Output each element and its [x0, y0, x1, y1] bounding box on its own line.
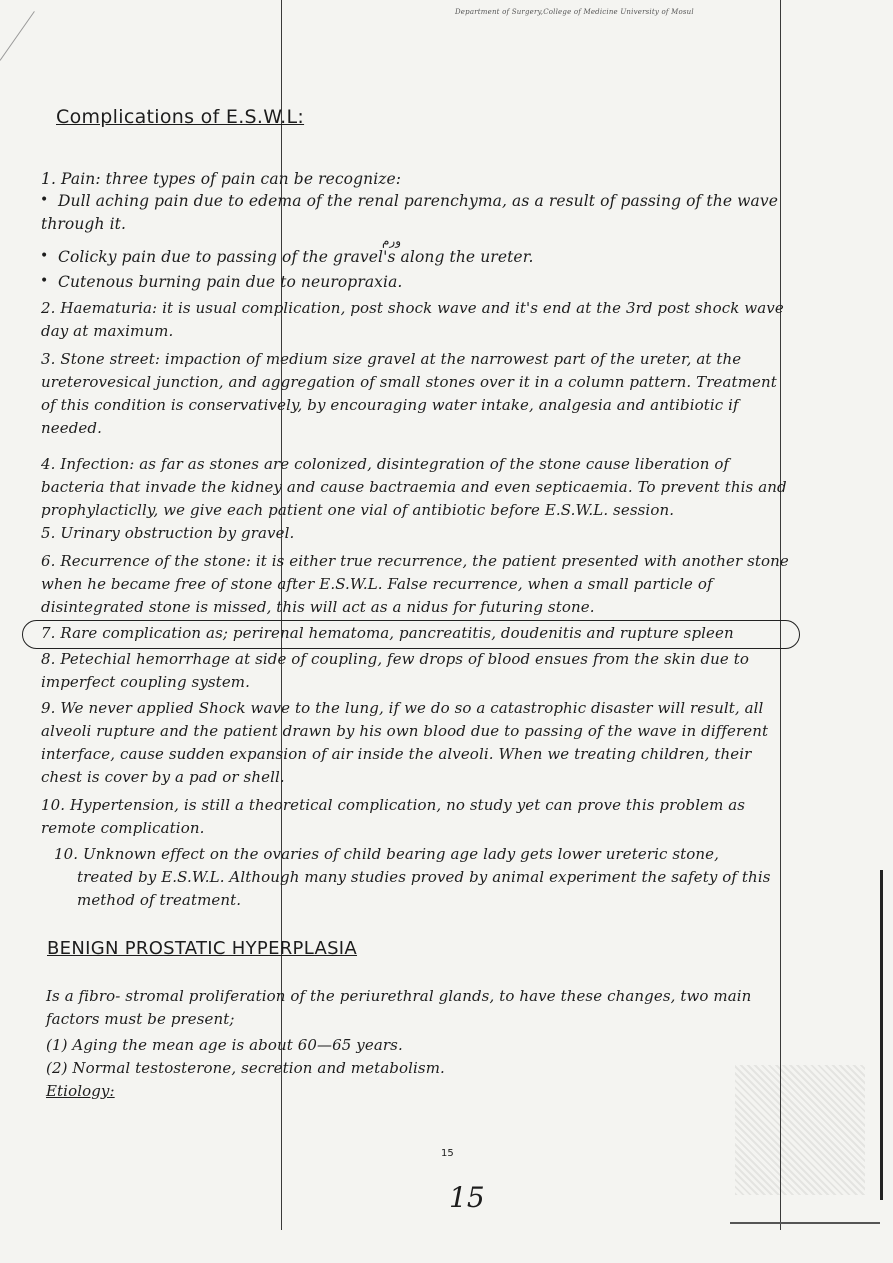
- text-line: needed.: [41, 419, 102, 437]
- text-line: disintegrated stone is missed, this will act as a nidus for futuring stone.: [41, 598, 595, 616]
- text-line: Colicky pain due to passing of the gravel's along the ureter.: [58, 248, 534, 266]
- header-note: Department of Surgery,College of Medicine University of Mosul: [455, 8, 694, 16]
- text-line: (1) Aging the mean age is about 60—65 years.: [46, 1036, 403, 1054]
- scan-noise: [735, 1065, 865, 1195]
- bullet-icon: •: [40, 273, 49, 289]
- section-title-bph: BENIGN PROSTATIC HYPERPLASIA: [47, 938, 358, 959]
- text-line: Cutenous burning pain due to neuropraxia.: [58, 273, 403, 291]
- page-edge-bottom: [730, 1222, 880, 1224]
- page-number-handwritten: 15: [449, 1181, 485, 1214]
- text-line: through it.: [41, 215, 126, 233]
- text-line: 6. Recurrence of the stone: it is either true recurrence, the patient presented with another stone: [41, 552, 789, 570]
- handwritten-note: ورم: [382, 234, 402, 248]
- subheading-etiology: Etiology:: [46, 1082, 115, 1100]
- text-line: 3. Stone street: impaction of medium size gravel at the narrowest part of the ureter, at the: [41, 350, 742, 368]
- text-line: 7. Rare complication as; perirenal hematoma, pancreatitis, doudenitis and rupture spleen: [41, 624, 734, 642]
- fold-line-right: [780, 0, 781, 1230]
- text-line: interface, cause sudden expansion of air inside the alveoli. When we treating children, their: [41, 745, 752, 763]
- section-title-eswl: Complications of E.S.W.L:: [56, 106, 305, 128]
- text-line: (2) Normal testosterone, secretion and metabolism.: [46, 1059, 445, 1077]
- text-line: 4. Infection: as far as stones are colonized, disintegration of the stone cause liberation of: [41, 455, 730, 473]
- text-line: factors must be present;: [46, 1010, 235, 1028]
- text-line: treated by E.S.W.L. Although many studies proved by animal experiment the safety of this: [77, 868, 771, 886]
- scan-artifact-line: [0, 11, 35, 61]
- text-line: Is a fibro- stromal proliferation of the periurethral glands, to have these changes, two main: [46, 987, 752, 1005]
- text-line: when he became free of stone after E.S.W.L. False recurrence, when a small particle of: [41, 575, 713, 593]
- text-line: remote complication.: [41, 819, 205, 837]
- text-line: 5. Urinary obstruction by gravel.: [41, 524, 295, 542]
- text-line: 2. Haematuria: it is usual complication, post shock wave and it's end at the 3rd post shock wave: [41, 299, 784, 317]
- page-number-printed: 15: [441, 1148, 454, 1159]
- text-line: imperfect coupling system.: [41, 673, 250, 691]
- text-line: 1. Pain: three types of pain can be recognize:: [41, 170, 402, 188]
- text-line: alveoli rupture and the patient drawn by his own blood due to passing of the wave in different: [41, 722, 769, 740]
- text-line: 10. Unknown effect on the ovaries of child bearing age lady gets lower ureteric stone,: [54, 845, 720, 863]
- text-line: method of treatment.: [77, 891, 242, 909]
- text-line: of this condition is conservatively, by encouraging water intake, analgesia and antibiotic if: [41, 396, 739, 414]
- text-line: 10. Hypertension, is still a theoretical complication, no study yet can prove this problem as: [41, 796, 746, 814]
- text-line: 8. Petechial hemorrhage at side of coupling, few drops of blood ensues from the skin due to: [41, 650, 750, 668]
- bullet-icon: •: [40, 248, 49, 264]
- page-edge: [880, 870, 883, 1200]
- text-line: ureterovesical junction, and aggregation of small stones over it in a column pattern. Treatment: [41, 373, 777, 391]
- text-line: bacteria that invade the kidney and cause bactraemia and even septicaemia. To prevent this and: [41, 478, 787, 496]
- text-line: prophylacticlly, we give each patient one vial of antibiotic before E.S.W.L. session.: [41, 501, 675, 519]
- text-line: day at maximum.: [41, 322, 174, 340]
- text-line: Dull aching pain due to edema of the renal parenchyma, as a result of passing of the wave: [58, 192, 778, 210]
- text-line: chest is cover by a pad or shell.: [41, 768, 285, 786]
- text-line: 9. We never applied Shock wave to the lung, if we do so a catastrophic disaster will result, all: [41, 699, 764, 717]
- bullet-icon: •: [40, 192, 49, 208]
